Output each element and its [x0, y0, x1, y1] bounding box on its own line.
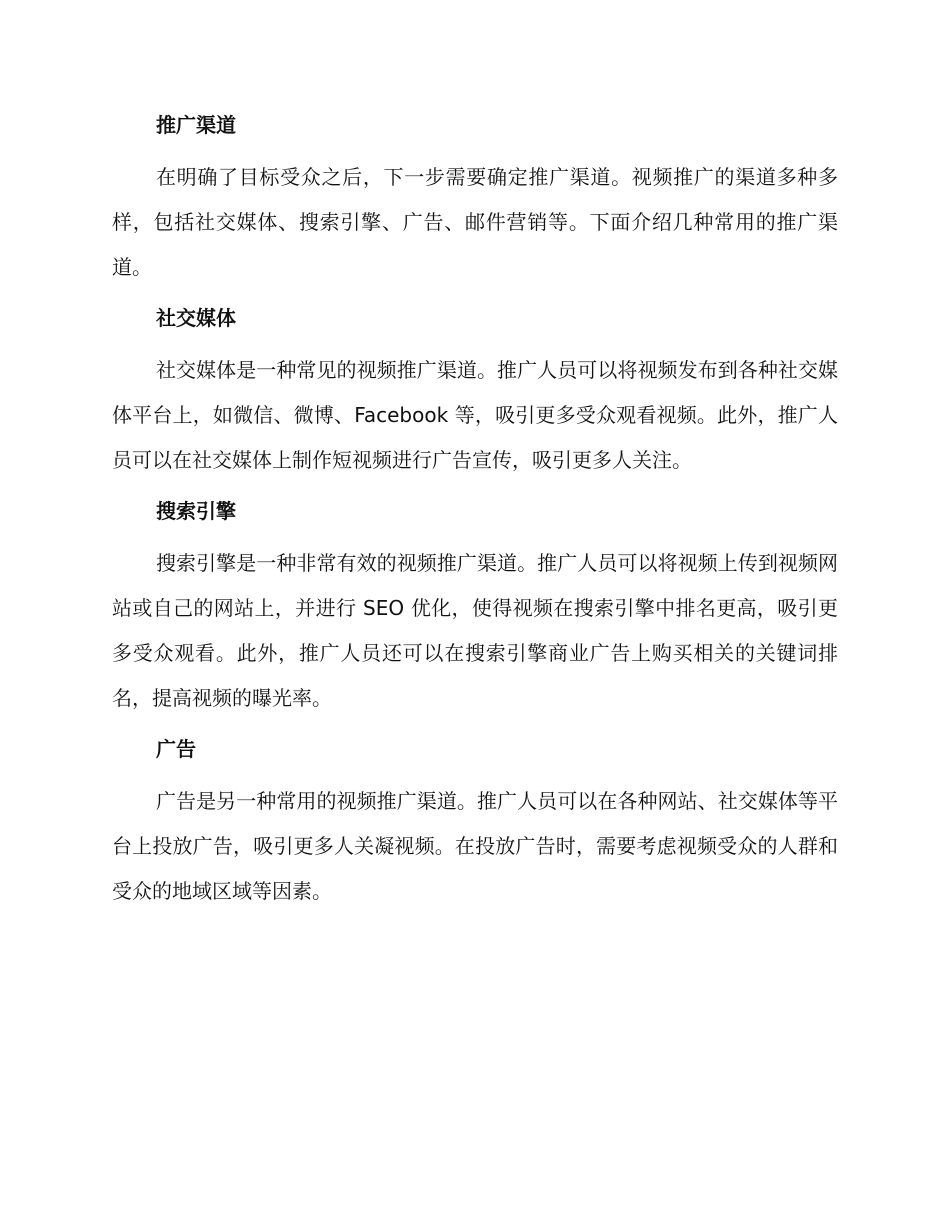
section-paragraph: 搜索引擎是一种非常有效的视频推广渠道。推广人员可以将视频上传到视频网站或自己的网站上，并进行 SEO 优化，使得视频在搜索引擎中排名更高，吸引更多受众观看。此外，推广人员还可以在搜索引擎商业广告上购买相关的关键词排名，提高视频的曝光率。 [112, 551, 838, 710]
section-heading: 搜索引擎 [156, 499, 236, 523]
section-social-media [112, 303, 838, 483]
document-page [112, 110, 838, 927]
section-paragraph: 在明确了目标受众之后，下一步需要确定推广渠道。视频推广的渠道多种多样，包括社交媒体、搜索引擎、广告、邮件营销等。下面介绍几种常用的推广渠道。 [112, 165, 838, 279]
section-heading: 推广渠道 [156, 113, 236, 137]
section-advertising [112, 734, 838, 914]
section-search-engine [112, 496, 838, 721]
section-paragraph: 广告是另一种常用的视频推广渠道。推广人员可以在各种网站、社交媒体等平台上投放广告，吸引更多人关凝视频。在投放广告时，需要考虑视频受众的人群和受众的地域区域等因素。 [112, 789, 838, 903]
section-paragraph: 社交媒体是一种常见的视频推广渠道。推广人员可以将视频发布到各种社交媒体平台上，如微信、微博、Facebook 等，吸引更多受众观看视频。此外，推广人员可以在社交媒体上制作短视频进行广告宣传，吸引更多人关注。 [112, 358, 838, 472]
section-heading: 社交媒体 [156, 306, 236, 330]
section-heading: 广告 [156, 737, 196, 761]
section-promotion-channels [112, 110, 838, 290]
